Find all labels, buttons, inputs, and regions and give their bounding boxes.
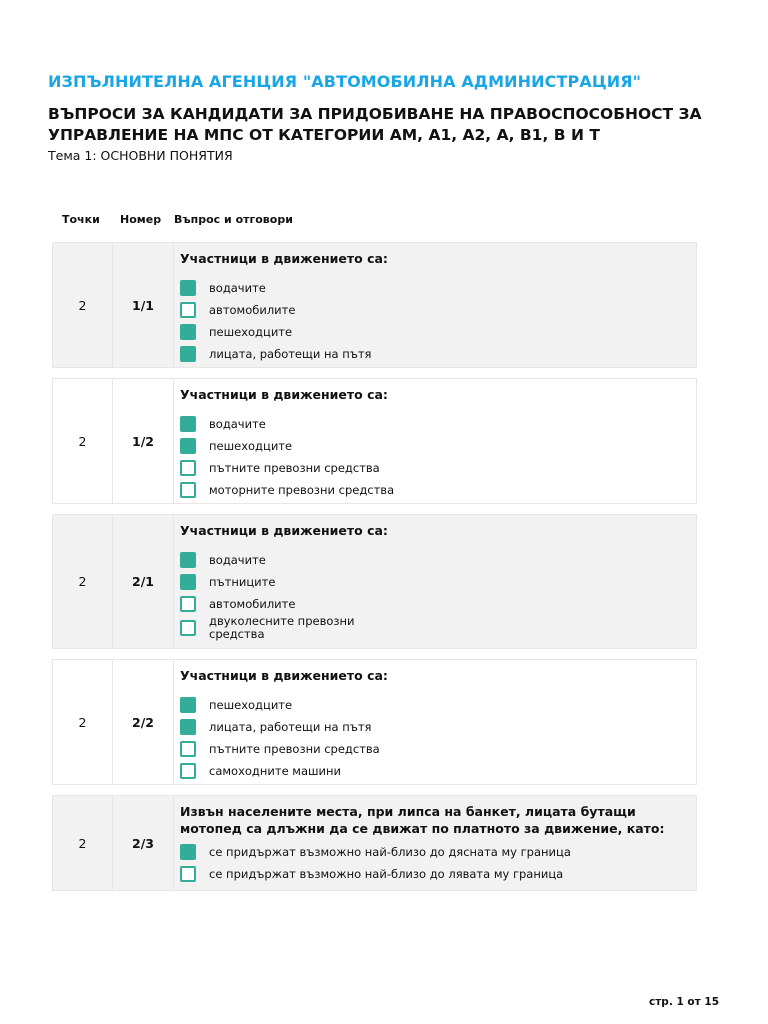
answer-text: пътниците	[209, 574, 276, 589]
checkbox[interactable]	[180, 741, 196, 757]
checkbox[interactable]	[180, 346, 196, 362]
number-cell: 2/2	[113, 660, 174, 784]
column-header-number: Номер	[120, 213, 162, 226]
answer-text: двуколесните превозни средства	[209, 614, 355, 641]
answer-option[interactable]	[180, 299, 688, 321]
topic-title: Тема 1: ОСНОВНИ ПОНЯТИЯ	[48, 148, 233, 163]
answer-option[interactable]	[180, 435, 688, 457]
checkbox[interactable]	[180, 763, 196, 779]
agency-name: ИЗПЪЛНИТЕЛНА АГЕНЦИЯ "АВТОМОБИЛНА АДМИНИСТРАЦИЯ"	[48, 72, 642, 91]
questions-table	[52, 242, 697, 901]
answer-text: водачите	[209, 280, 266, 295]
answer-text: лицата, работещи на пътя	[209, 719, 372, 734]
answer-option[interactable]	[180, 593, 688, 615]
question-row	[52, 659, 697, 785]
answer-option[interactable]	[180, 343, 688, 365]
answer-text: самоходните машини	[209, 763, 342, 778]
checkbox[interactable]	[180, 324, 196, 340]
checkbox[interactable]	[180, 866, 196, 882]
question-row	[52, 378, 697, 504]
answer-option[interactable]	[180, 549, 688, 571]
question-text: Участници в движението са:	[180, 387, 388, 402]
answer-option[interactable]	[180, 841, 688, 863]
number-cell: 2/1	[113, 515, 174, 648]
checkbox[interactable]	[180, 416, 196, 432]
answer-option[interactable]	[180, 321, 688, 343]
checkbox[interactable]	[180, 844, 196, 860]
checkbox[interactable]	[180, 574, 196, 590]
answer-text: водачите	[209, 552, 266, 567]
number-cell: 2/3	[113, 796, 174, 890]
column-header-points: Точки	[62, 213, 100, 226]
number-cell: 1/2	[113, 379, 174, 503]
question-cell	[174, 379, 696, 503]
question-row	[52, 795, 697, 891]
checkbox[interactable]	[180, 697, 196, 713]
checkbox[interactable]	[180, 719, 196, 735]
question-cell	[174, 243, 696, 367]
answer-text: моторните превозни средства	[209, 482, 395, 497]
answer-text: лицата, работещи на пътя	[209, 346, 372, 361]
page-number: стр. 1 от 15	[649, 996, 719, 1008]
answer-option[interactable]	[180, 760, 688, 782]
answer-text: автомобилите	[209, 302, 296, 317]
checkbox[interactable]	[180, 620, 196, 636]
question-cell	[174, 660, 696, 784]
answer-option[interactable]	[180, 863, 688, 885]
question-cell	[174, 515, 696, 648]
question-row	[52, 514, 697, 649]
answer-option[interactable]	[180, 479, 688, 501]
answer-option[interactable]	[180, 457, 688, 479]
question-text: Участници в движението са:	[180, 668, 388, 683]
question-cell	[174, 796, 696, 890]
answer-option[interactable]	[180, 277, 688, 299]
points-cell: 2	[53, 243, 113, 367]
answer-text: пешеходците	[209, 697, 293, 712]
answer-text: се придържат възможно най-близо до лявата му граница	[209, 866, 564, 881]
points-cell: 2	[53, 796, 113, 890]
answer-option[interactable]	[180, 413, 688, 435]
answer-option[interactable]	[180, 694, 688, 716]
checkbox[interactable]	[180, 552, 196, 568]
question-row	[52, 242, 697, 368]
answer-option[interactable]	[180, 571, 688, 593]
points-cell: 2	[53, 379, 113, 503]
question-text: Участници в движението са:	[180, 523, 388, 538]
answer-text: пешеходците	[209, 324, 293, 339]
number-cell: 1/1	[113, 243, 174, 367]
answer-text: водачите	[209, 416, 266, 431]
answer-text: се придържат възможно най-близо до дясната му граница	[209, 844, 571, 859]
question-text: Участници в движението са:	[180, 251, 388, 266]
answer-option[interactable]	[180, 716, 688, 738]
checkbox[interactable]	[180, 302, 196, 318]
column-header-question: Въпрос и отговори	[174, 213, 293, 226]
answer-text: пътните превозни средства	[209, 741, 380, 756]
checkbox[interactable]	[180, 280, 196, 296]
answer-text: автомобилите	[209, 596, 296, 611]
question-text: Извън населените места, при липса на банкет, лицата бутащи мотопед са длъжни да се движат по платното за движение, като:	[180, 804, 665, 836]
points-cell: 2	[53, 660, 113, 784]
checkbox[interactable]	[180, 460, 196, 476]
checkbox[interactable]	[180, 596, 196, 612]
document-title: ВЪПРОСИ ЗА КАНДИДАТИ ЗА ПРИДОБИВАНЕ НА ПРАВОСПОСОБНОСТ ЗА УПРАВЛЕНИЕ НА МПС ОТ КАТЕГОРИИ АМ, А1, А2, А, В1, В И Т	[48, 105, 702, 144]
answer-text: пешеходците	[209, 438, 293, 453]
answer-text: пътните превозни средства	[209, 460, 380, 475]
answer-option[interactable]	[180, 615, 688, 641]
checkbox[interactable]	[180, 438, 196, 454]
answer-option[interactable]	[180, 738, 688, 760]
points-cell: 2	[53, 515, 113, 648]
checkbox[interactable]	[180, 482, 196, 498]
